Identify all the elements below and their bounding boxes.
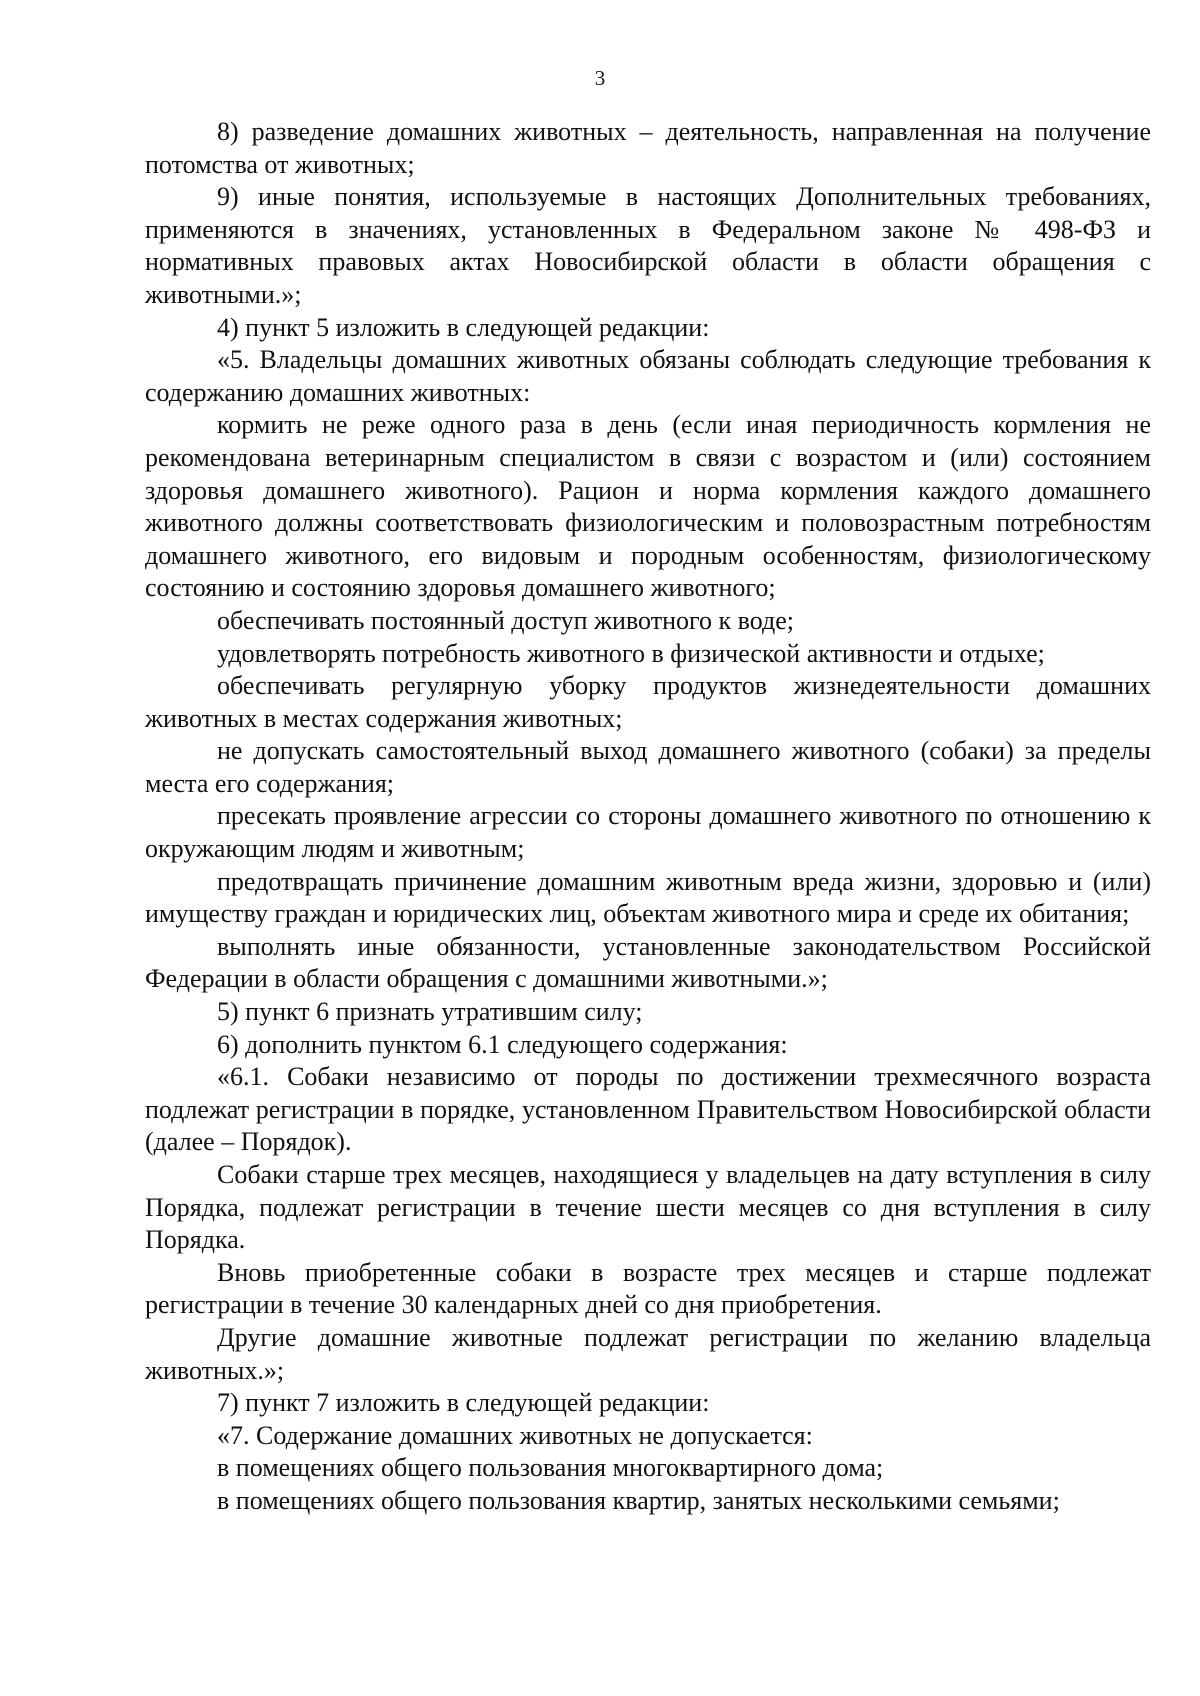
- paragraph: 6) дополнить пунктом 6.1 следующего содержания:: [217, 1029, 788, 1059]
- paragraph: предотвращать причинение домашним животным вреда жизни, здоровью и (или) имуществу граждан и юридических лиц, объектам животного мира и среде их обитания;: [145, 866, 1151, 929]
- paragraph: не допускать самостоятельный выход домашнего животного (собаки) за пределы места его содержания;: [145, 736, 1151, 798]
- paragraph: 9) иные понятия, используемые в настоящих Дополнительных требованиях, применяются в значениях, установленных в Федеральном законе № 498-ФЗ и нормативных правовых актах Новосибирской области в области обращения с животными.»;: [145, 182, 1151, 309]
- paragraph: 5) пункт 6 признать утратившим силу;: [217, 997, 643, 1027]
- paragraph: обеспечивать постоянный доступ животного к воде;: [217, 605, 794, 635]
- paragraph: удовлетворять потребность животного в физической активности и отдыхе;: [217, 638, 1045, 668]
- paragraph: «6.1. Собаки независимо от породы по достижении трехмесячного возраста подлежат регистрации в порядке, установленном Правительством Новосибирской области (далее – Порядок).: [145, 1062, 1151, 1157]
- paragraph: в помещениях общего пользования многоквартирного дома;: [217, 1453, 884, 1483]
- paragraph: 8) разведение домашних животных – деятельность, направленная на получение потомства от животных;: [145, 117, 1151, 179]
- paragraph: Другие домашние животные подлежат регистрации по желанию владельца животных.»;: [145, 1322, 1151, 1385]
- paragraph: выполнять иные обязанности, установленные законодательством Российской Федерации в области обращения с домашними животными.»;: [145, 931, 1151, 994]
- paragraph: Вновь приобретенные собаки в возрасте трех месяцев и старше подлежат регистрации в течение 30 календарных дней со дня приобретения.: [145, 1257, 1151, 1320]
- document-body: [145, 116, 1151, 1518]
- paragraph: «7. Содержание домашних животных не допускается:: [217, 1420, 813, 1450]
- paragraph: кормить не реже одного раза в день (если иная периодичность кормления не рекомендована ветеринарным специалистом в связи с возрастом и (или) состоянием здоровья домашнего животного). Рацион и норма кормления каждого домашнего животного должны соответствовать физиологическим и половозрастным потребностям домашнего животного, его видовым и породным особенностям, физиологическому состоянию и состоянию здоровья домашнего животного;: [145, 410, 1151, 603]
- paragraph: в помещениях общего пользования квартир, занятых несколькими семьями;: [217, 1485, 1060, 1515]
- page-number: 3: [594, 66, 606, 90]
- paragraph: «5. Владельцы домашних животных обязаны соблюдать следующие требования к содержанию домашних животных:: [145, 345, 1151, 407]
- paragraph: 4) пункт 5 изложить в следующей редакции:: [217, 312, 710, 342]
- paragraph: обеспечивать регулярную уборку продуктов жизнедеятельности домашних животных в местах содержания животных;: [145, 671, 1151, 733]
- paragraph: пресекать проявление агрессии со стороны домашнего животного по отношению к окружающим людям и животным;: [145, 801, 1151, 864]
- paragraph: Собаки старше трех месяцев, находящиеся у владельцев на дату вступления в силу Порядка, подлежат регистрации в течение шести месяцев со дня вступления в силу Порядка.: [145, 1160, 1151, 1255]
- paragraph: 7) пункт 7 изложить в следующей редакции:: [217, 1388, 710, 1418]
